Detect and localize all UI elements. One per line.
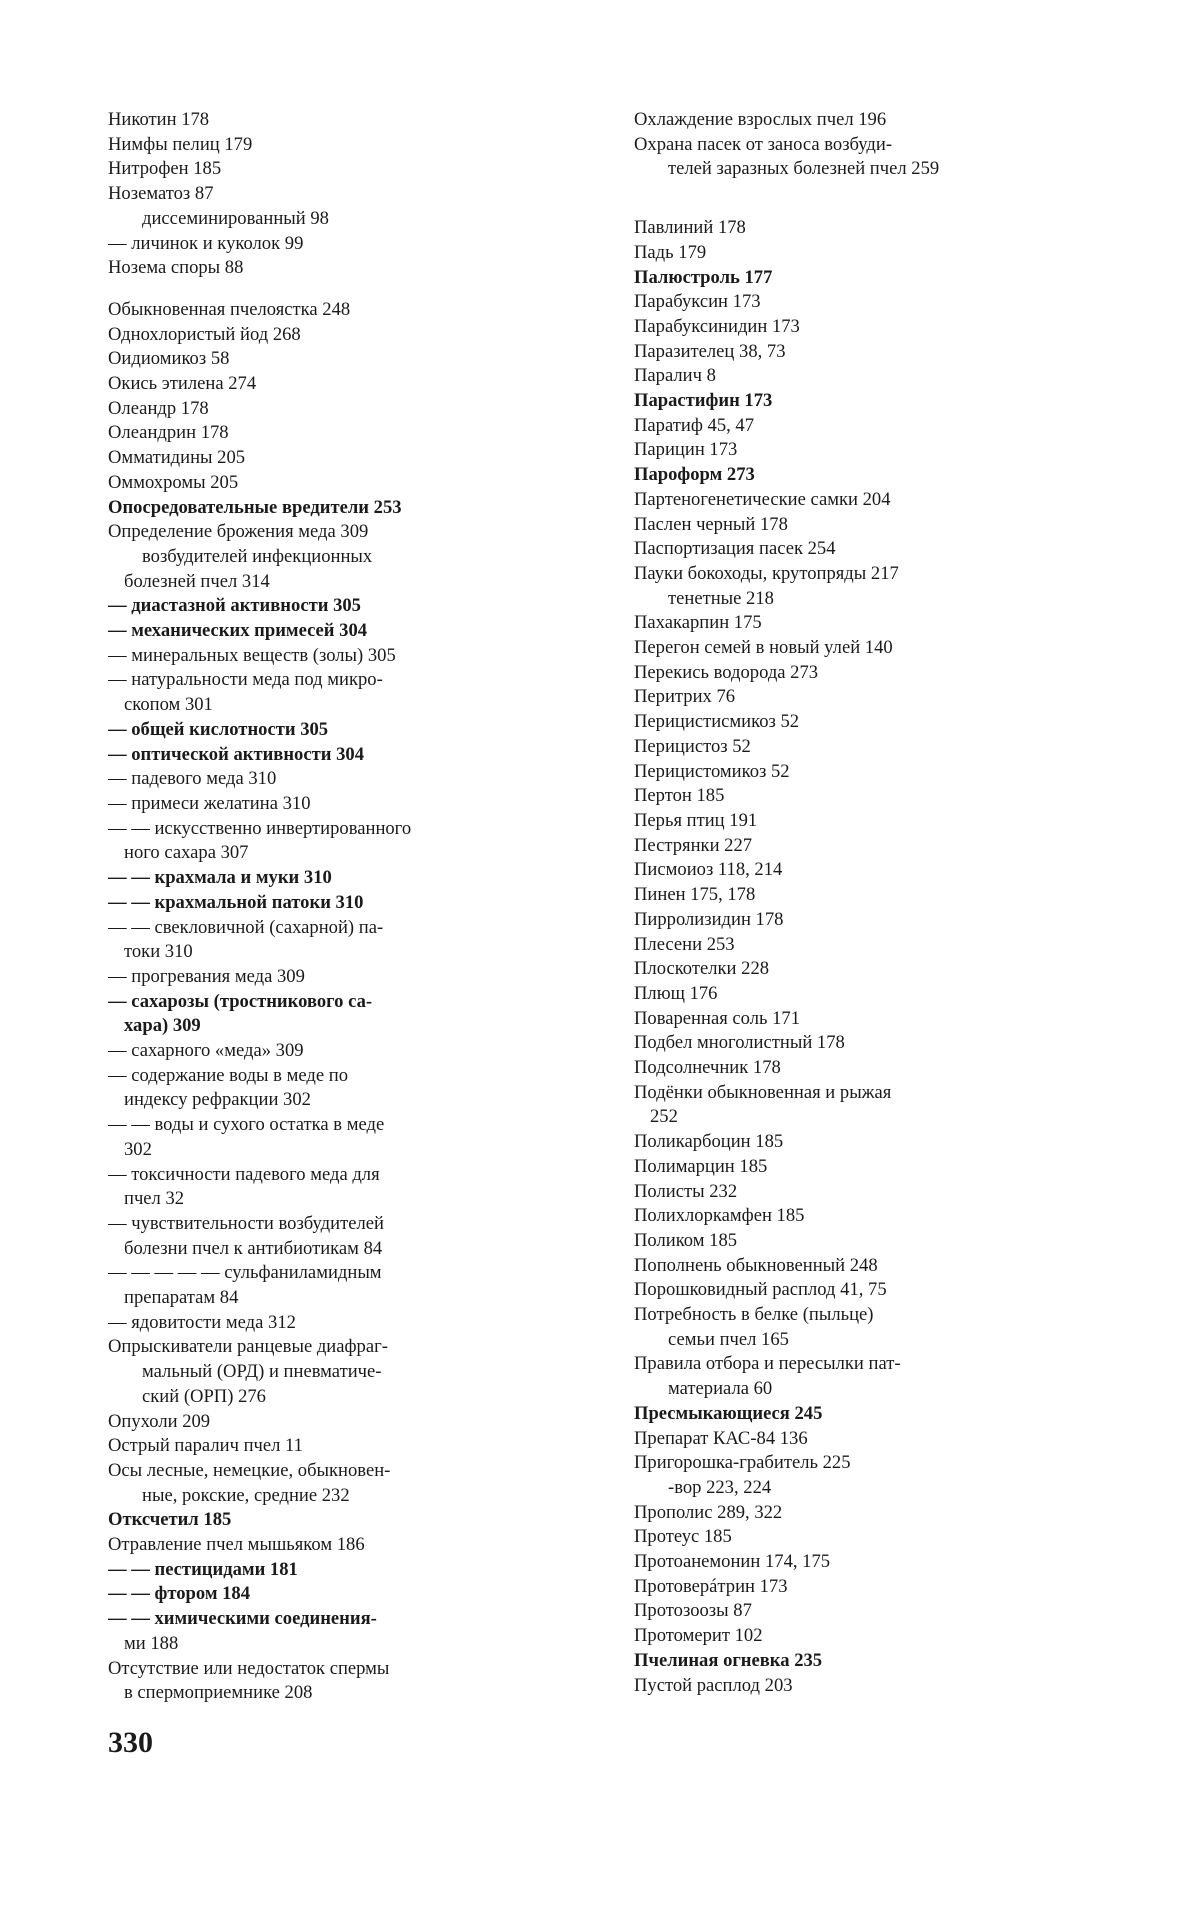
index-entry: — — свекловичной (сахарной) па- xyxy=(108,916,384,938)
index-entry: Прополис 289, 322 xyxy=(634,1501,783,1523)
index-entry: Полисты 232 xyxy=(634,1180,738,1202)
index-entry: — — воды и сухого остатка в меде xyxy=(108,1114,385,1136)
index-entry: телей заразных болезней пчел 259 xyxy=(668,158,940,180)
index-entry: Нозема споры 88 xyxy=(108,257,244,279)
index-entry: Парабуксин 173 xyxy=(634,291,761,313)
index-entry: — сахарозы (тростникового са- xyxy=(108,990,373,1012)
index-entry: индексу рефракции 302 xyxy=(124,1089,311,1111)
index-entry: Опухоли 209 xyxy=(108,1410,211,1432)
index-entry: Олеандр 178 xyxy=(108,397,209,419)
index-entry: — диастазной активности 305 xyxy=(108,595,361,617)
index-left-column xyxy=(108,108,568,1706)
index-entry: Парицин 173 xyxy=(634,439,738,461)
index-entry: препаратам 84 xyxy=(124,1287,239,1309)
index-entry: семьи пчел 165 xyxy=(668,1328,789,1350)
index-entry: Протоанемонин 174, 175 xyxy=(634,1551,831,1573)
index-entry: -вор 223, 224 xyxy=(668,1476,772,1498)
section-gap xyxy=(108,281,568,298)
index-entry: Омматидины 205 xyxy=(108,447,246,469)
index-entry: Оммохромы 205 xyxy=(108,471,239,493)
index-entry: Палюстроль 177 xyxy=(634,266,773,288)
index-entry: ные, рокские, средние 232 xyxy=(142,1484,350,1506)
index-entry: Поликарбоцин 185 xyxy=(634,1131,784,1153)
index-entry: — сахарного «меда» 309 xyxy=(108,1040,304,1062)
index-entry: Перицистоз 52 xyxy=(634,735,751,757)
index-entry: ский (ОРП) 276 xyxy=(142,1385,266,1407)
index-entry: — прогревания меда 309 xyxy=(108,965,305,987)
index-entry: — — искусственно инвертированного xyxy=(108,817,412,839)
index-entry: Охлаждение взрослых пчел 196 xyxy=(634,109,887,130)
index-entry: болезней пчел 314 xyxy=(124,570,270,592)
index-entry: Пауки бокоходы, крутопряды 217 xyxy=(634,562,899,584)
index-entry: — — крахмальной патоки 310 xyxy=(108,891,364,913)
index-entry: — личинок и куколок 99 xyxy=(108,232,304,254)
index-entry: Отсутствие или недостаток спермы xyxy=(108,1657,390,1679)
index-entry: Никотин 178 xyxy=(108,109,210,130)
index-entry: Порошковидный расплод 41, 75 xyxy=(634,1279,887,1301)
index-entry: Протомерит 102 xyxy=(634,1625,763,1647)
index-entry: Перитрих 76 xyxy=(634,686,736,708)
index-entry: — падевого меда 310 xyxy=(108,768,277,790)
index-entry: — — крахмала и муки 310 xyxy=(108,867,332,889)
index-entry: Полимарцин 185 xyxy=(634,1155,768,1177)
index-entry: — содержание воды в меде по xyxy=(108,1064,348,1086)
index-entry: Пинен 175, 178 xyxy=(634,884,756,906)
index-entry: Парабуксинидин 173 xyxy=(634,315,800,337)
index-entry: Нитрофен 185 xyxy=(108,158,222,180)
index-entry: Потребность в белке (пыльце) xyxy=(634,1304,874,1326)
index-entry: Перекись водорода 273 xyxy=(634,661,819,683)
index-entry: Пригорошка-грабитель 225 xyxy=(634,1452,851,1474)
index-entry: — токсичности падевого меда для xyxy=(108,1163,380,1185)
index-entry: Паратиф 45, 47 xyxy=(634,414,755,436)
index-entry: — — — — — сульфаниламидным xyxy=(108,1262,382,1284)
page-number: 330 xyxy=(108,1726,153,1759)
index-entry: Протеус 185 xyxy=(634,1526,732,1548)
index-entry: — ядовитости меда 312 xyxy=(108,1311,296,1333)
index-entry: Пирролизидин 178 xyxy=(634,908,784,930)
index-entry: — — химическими соединения- xyxy=(108,1608,377,1630)
index-entry: Препарат КАС-84 136 xyxy=(634,1427,808,1449)
index-entry: 302 xyxy=(124,1138,152,1160)
index-entry: Осы лесные, немецкие, обыкновен- xyxy=(108,1459,391,1481)
index-entry: Писмоиоз 118, 214 xyxy=(634,859,783,881)
index-entry: Партеногенетические самки 204 xyxy=(634,488,891,510)
index-entry: Острый паралич пчел 11 xyxy=(108,1435,303,1457)
index-entry: токи 310 xyxy=(124,941,193,963)
index-entry: Оидиомикоз 58 xyxy=(108,348,230,370)
index-entry: Протозоозы 87 xyxy=(634,1600,752,1622)
index-entry: Охрана пасек от заноса возбуди- xyxy=(634,133,893,155)
index-entry: Отксчетил 185 xyxy=(108,1509,232,1531)
index-entry: Плесени 253 xyxy=(634,933,735,955)
index-entry: тенетные 218 xyxy=(668,587,774,609)
index-entry: — механических примесей 304 xyxy=(108,620,368,642)
index-entry: ми 188 xyxy=(124,1632,179,1654)
index-entry: ного сахара 307 xyxy=(124,842,249,864)
index-entry: Правила отбора и пересылки пат- xyxy=(634,1353,901,1375)
index-entry: Нимфы пелиц 179 xyxy=(108,133,253,155)
index-entry: в спермоприемнике 208 xyxy=(124,1682,313,1704)
index-entry: возбудителей инфекционных xyxy=(142,545,373,567)
index-entry: Пустой расплод 203 xyxy=(634,1674,793,1696)
index-entry: Подсолнечник 178 xyxy=(634,1057,781,1079)
index-entry: Подбел многолистный 178 xyxy=(634,1032,845,1054)
index-entry: Олеандрин 178 xyxy=(108,422,229,444)
index-entry: Перегон семей в новый улей 140 xyxy=(634,637,893,659)
index-entry: Нозематоз 87 xyxy=(108,183,214,205)
index-right-column xyxy=(634,108,1094,1698)
index-entry: Перья птиц 191 xyxy=(634,809,758,831)
index-entry: — оптической активности 304 xyxy=(108,743,364,765)
index-entry: Полихлоркамфен 185 xyxy=(634,1205,805,1227)
index-entry: Перицистомикоз 52 xyxy=(634,760,790,782)
index-entry: Протоверáтрин 173 xyxy=(634,1575,788,1597)
index-entry: — минеральных веществ (золы) 305 xyxy=(108,644,396,666)
index-entry: Обыкновенная пчелоястка 248 xyxy=(108,298,351,320)
index-entry: Пчелиная огневка 235 xyxy=(634,1649,823,1671)
index-entry: болезни пчел к антибиотикам 84 xyxy=(124,1237,383,1259)
index-entry: скопом 301 xyxy=(124,694,213,716)
index-entry: Определение брожения меда 309 xyxy=(108,521,369,543)
index-entry: Паспортизация пасек 254 xyxy=(634,538,836,560)
index-entry: пчел 32 xyxy=(124,1188,185,1210)
index-entry: 252 xyxy=(650,1106,678,1128)
index-entry: Поваренная соль 171 xyxy=(634,1007,801,1029)
section-gap xyxy=(634,182,1094,216)
index-entry: Павлиний 178 xyxy=(634,217,746,239)
index-entry: Парастифин 173 xyxy=(634,390,773,412)
index-entry: Паралич 8 xyxy=(634,365,716,387)
index-entry: — чувствительности возбудителей xyxy=(108,1212,384,1234)
index-entry: Пестрянки 227 xyxy=(634,834,753,856)
index-entry: диссеминированный 98 xyxy=(142,207,329,229)
index-entry: Паслен черный 178 xyxy=(634,513,788,535)
index-entry: Отравление пчел мышьяком 186 xyxy=(108,1534,365,1556)
index-entry: Подёнки обыкновенная и рыжая xyxy=(634,1081,892,1103)
index-entry: Падь 179 xyxy=(634,241,707,263)
index-entry: — — фтором 184 xyxy=(108,1583,251,1605)
index-entry: Пертон 185 xyxy=(634,785,725,807)
index-entry: Однохлористый йод 268 xyxy=(108,323,301,345)
index-entry: — примеси желатина 310 xyxy=(108,792,311,814)
index-entry: Пресмыкающиеся 245 xyxy=(634,1402,823,1424)
index-entry: Пароформ 273 xyxy=(634,464,755,486)
index-entry: Плющ 176 xyxy=(634,982,718,1004)
index-entry: Паразителец 38, 73 xyxy=(634,340,786,362)
index-entry: материала 60 xyxy=(668,1378,773,1400)
index-entry: Пополнень обыкновенный 248 xyxy=(634,1254,878,1276)
index-entry: Опосредовательные вредители 253 xyxy=(108,496,402,518)
index-entry: Плоскотелки 228 xyxy=(634,958,770,980)
index-entry: мальный (ОРД) и пневматиче- xyxy=(142,1361,382,1383)
index-entry: — натуральности меда под микро- xyxy=(108,669,383,691)
index-entry: Поликом 185 xyxy=(634,1229,738,1251)
index-entry: — общей кислотности 305 xyxy=(108,718,329,740)
index-entry: — — пестицидами 181 xyxy=(108,1558,298,1580)
index-entry: Пахакарпин 175 xyxy=(634,612,762,634)
index-entry: хара) 309 xyxy=(124,1015,201,1037)
index-entry: Опрыскиватели ранцевые диафраг- xyxy=(108,1336,388,1358)
index-entry: Перицистисмикоз 52 xyxy=(634,711,800,733)
index-entry: Окись этилена 274 xyxy=(108,373,257,395)
